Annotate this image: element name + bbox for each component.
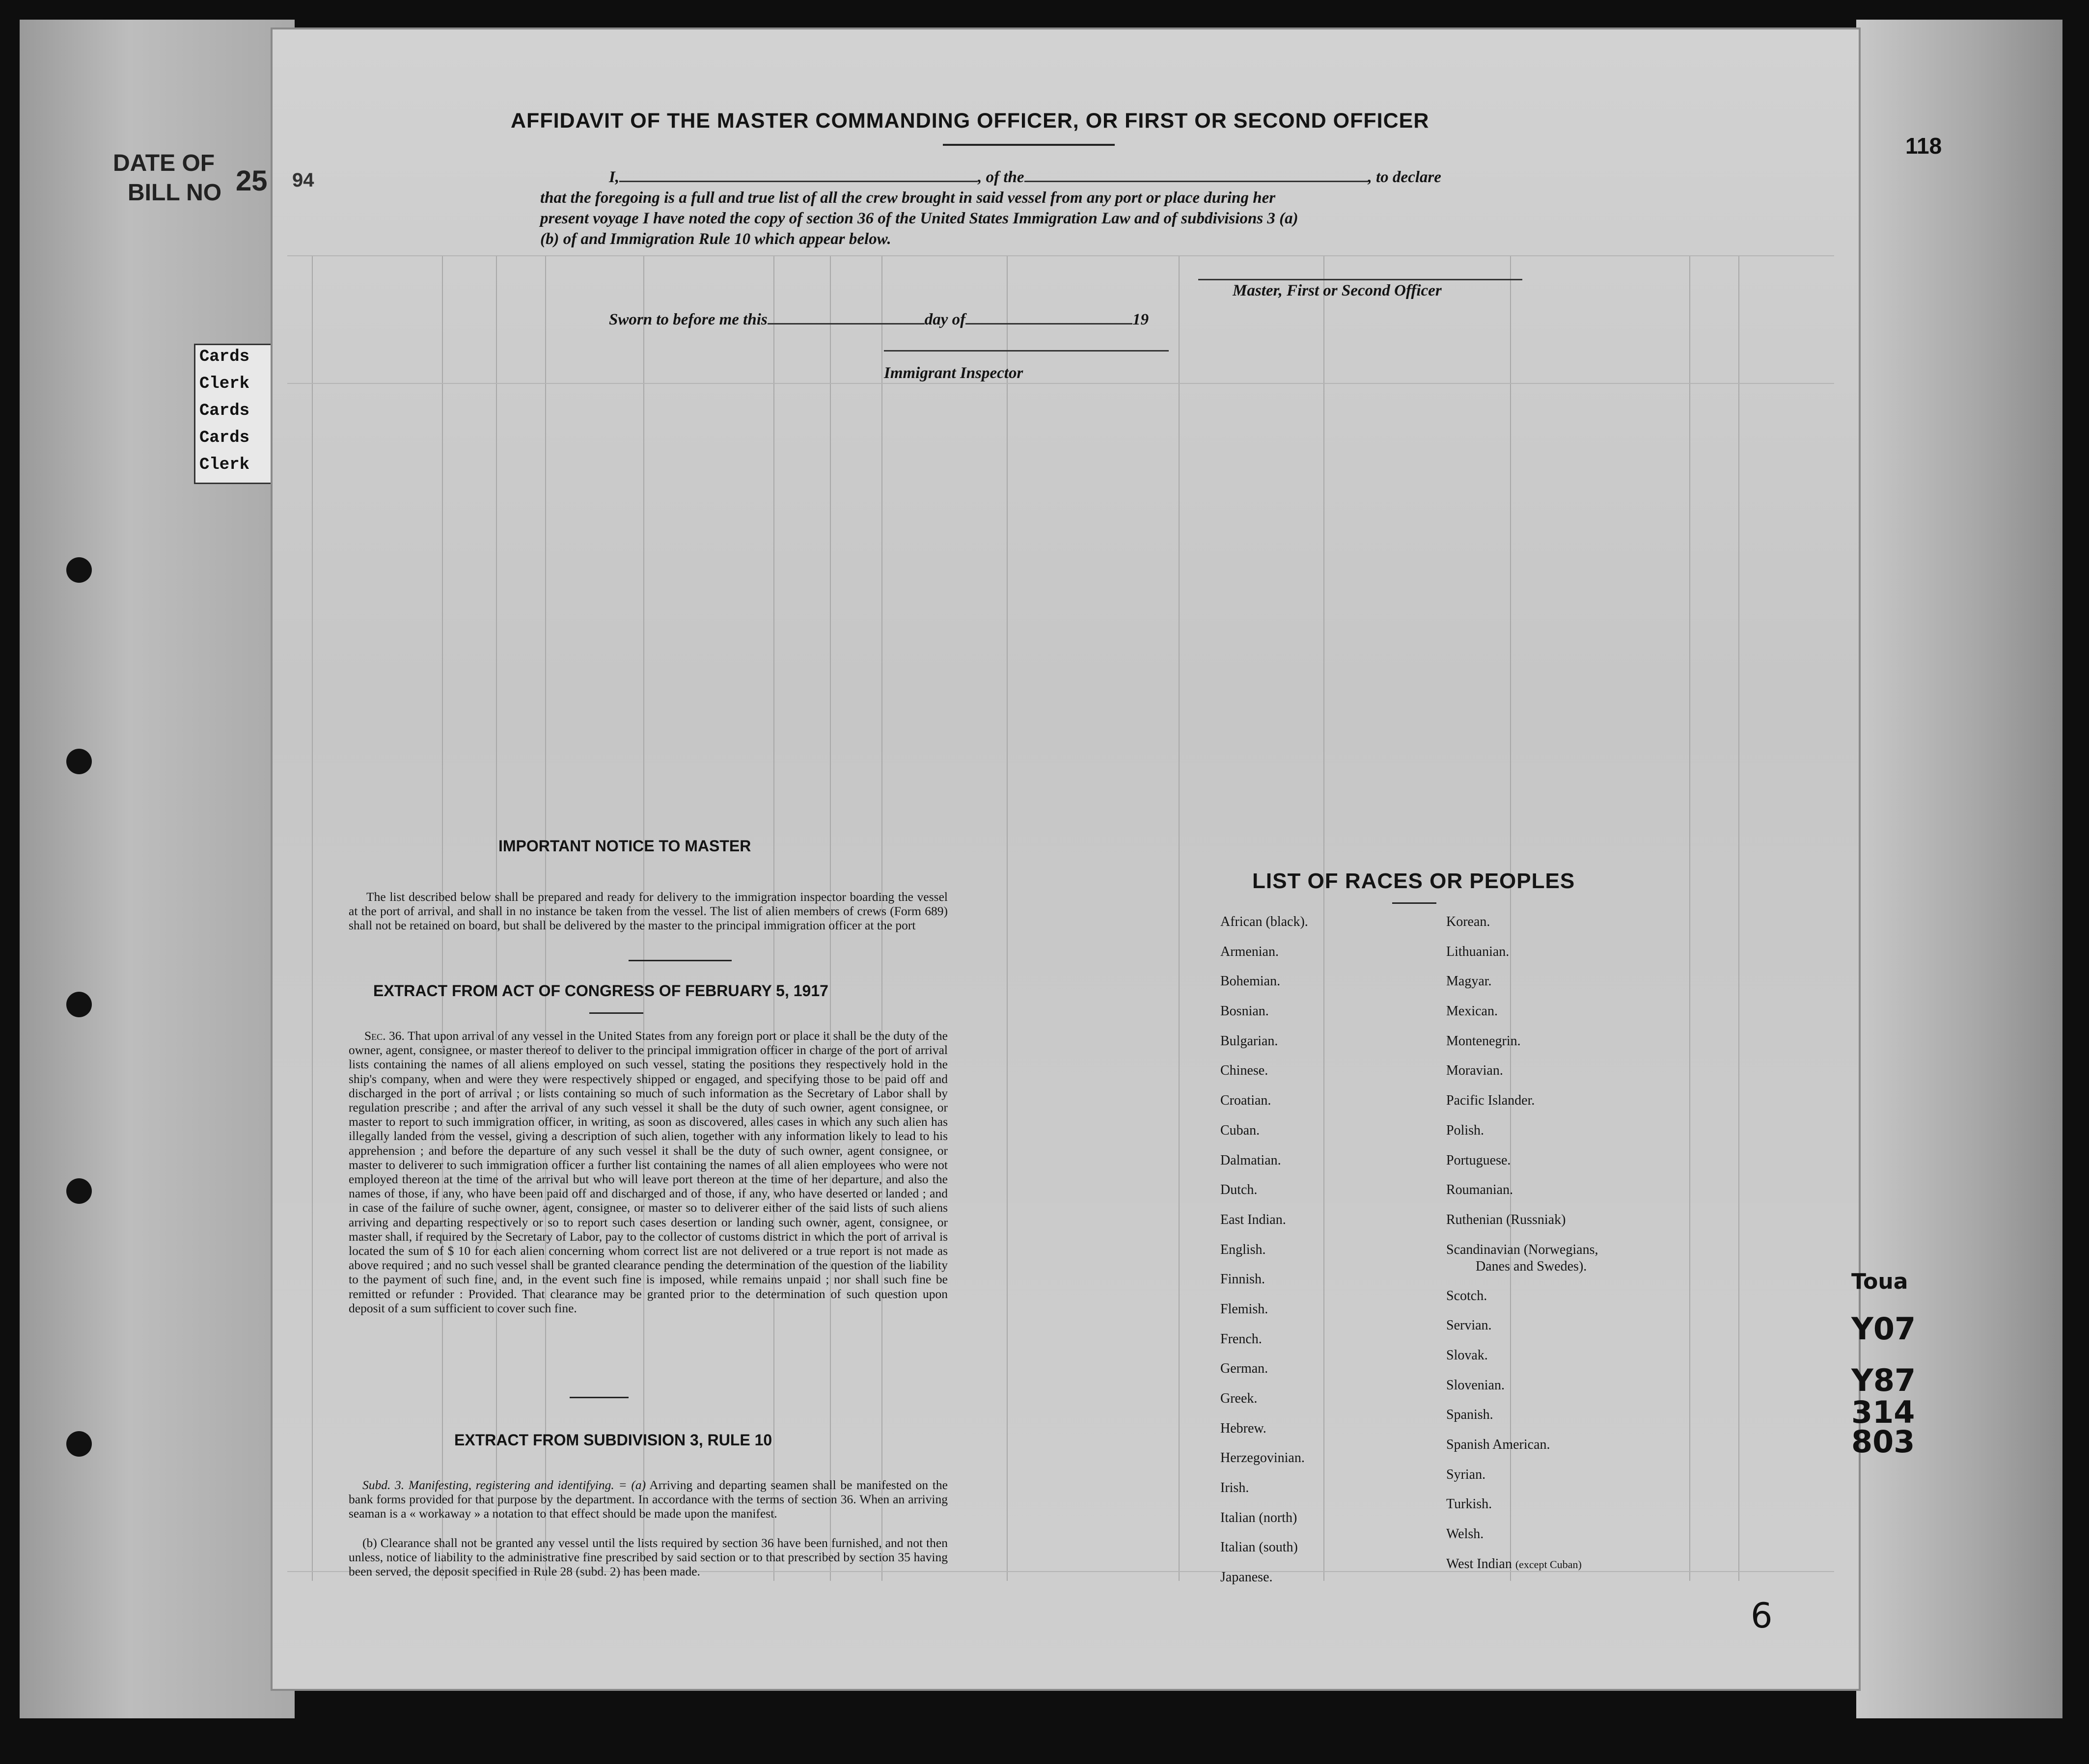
notice-heading: IMPORTANT NOTICE TO MASTER [498, 837, 751, 855]
page-number: 118 [1905, 133, 1942, 159]
race-item: Chinese. [1220, 1063, 1268, 1079]
race-item: Montenegrin. [1446, 1033, 1521, 1049]
title-rule [943, 144, 1115, 146]
notice-text: The list described below shall be prepared and ready for delivery to the immigration inspector boarding the vessel at the port of arrival, and shall in no instance be taken from the vessel. The list of alien members of crews (Form 689) shall not be retained on board, but shall be delivered by the master to the principal immigration officer at the port [349, 890, 948, 933]
card-stamp-line: Cards [199, 348, 250, 366]
year-text: 19 [1132, 311, 1149, 328]
underlying-page-right [1856, 20, 2062, 1718]
declaration-end: , to declare [1368, 168, 1441, 186]
underlying-page-left [20, 20, 295, 1718]
card-stamp-line: Clerk [199, 456, 250, 474]
race-item: African (black). [1220, 914, 1308, 929]
grid-line [1323, 255, 1324, 1581]
handwritten-note: Y07 [1851, 1311, 1916, 1347]
races-rule [1392, 902, 1436, 904]
race-item-text: West Indian [1446, 1556, 1512, 1572]
handwritten-note: 803 [1851, 1424, 1915, 1460]
race-item: Scandinavian (Norwegians, [1446, 1242, 1598, 1257]
card-stamp-line: Cards [199, 429, 250, 447]
grid-line [1738, 255, 1739, 1581]
race-item-note: (except Cuban) [1515, 1558, 1582, 1571]
race-item: Turkish. [1446, 1496, 1492, 1512]
race-item: Finnish. [1220, 1272, 1265, 1287]
race-item: Mexican. [1446, 1004, 1498, 1019]
sworn-text: Sworn to before me this [609, 311, 768, 328]
race-item: East Indian. [1220, 1212, 1286, 1227]
section-36-text: That upon arrival of any vessel in the United States from any foreign port or place it shall be the duty of the owner, agent, consignee, or master thereof to deliver to the principal immigration officer in charge of the port of arrival lists containing the names of all aliens employed on such vessel, stating the positions they respectively hold in the ship's company, when and were they were respectively shipped or engaged, and specifying those to be paid off and discharged in the port of arrival ; or lists containing so much of such information as the Secretary of Labor shall by regulation prescribe ; and after the arrival of any such vessel it shall be the duty of such owner, agent consignee, or master to report to such immigration officer, in writing, as soon as discovered, alles cases in which any such alien has illegally landed from the vessel, giving a description of such alien, together with any information likely to lead to his apprehension ; and before the departure of any such vessel it shall be the duty of such owner, agent consignee, or master to deliverer to such immigration officer a further list containing the names of all alien employees who were not employed thereon at the time of the arrival but who will leave port thereon at the time of her departure, and also the names of those, if any, who have been paid off and discharged and of those, if any, who have deserted or landed ; and in case of the failure of suche owner, agent, consignee, or master so to deliverer either of the said lists of such aliens arriving and departing respectively or so to report such cases desertion or landing such owner, agent, consignee, or master shall, if required by the Secretary of Labor, pay to the collector of customs district in which the port of arrival is located the sum of $ 10 for each alien concerning whom correct list are not delivered or a true report is not made as above required ; and no such vessel shall be granted clearance pending the determination of the question of the liability to the payment of such fine, and, in the event such fine is imposed, while remains unpaid ; nor shall such fine be remitted or refunder : Provided. That clearance may be granted prior to the determination of such question upon deposit of a sum sufficient to cover such fine. [349, 1029, 948, 1315]
race-item: Bosnian. [1220, 1004, 1269, 1019]
race-item: Lithuanian. [1446, 944, 1510, 959]
declaration-line-2: that the foregoing is a full and true list of all the crew brought in said vessel from any port or place during her [540, 189, 1276, 207]
race-item: Bohemian. [1220, 974, 1281, 989]
extract-act-end-rule [570, 1397, 629, 1398]
races-left-column [1220, 914, 1308, 1600]
subdivision-lead: Subd. 3. Manifesting, registering and identifying. = (a) [362, 1478, 646, 1492]
race-item: Croatian. [1220, 1093, 1271, 1109]
races-heading: LIST OF RACES OR PEOPLES [1252, 869, 1575, 893]
race-item: Slovenian. [1446, 1377, 1505, 1393]
race-item: Moravian. [1446, 1063, 1503, 1079]
race-item: Hebrew. [1220, 1420, 1266, 1436]
subdivision-a-text: Arriving and departing seamen shall be manifested on the bank forms provided for that purpose by the department. In accordance with the terms of section 36. When an arriving seaman is a « workaway » a notation to that effect should be made upon the manifest. [349, 1478, 948, 1521]
card-stamp-line: Clerk [199, 375, 250, 393]
race-item: French. [1220, 1331, 1262, 1347]
extract-act-heading: EXTRACT FROM ACT OF CONGRESS OF FEBRUARY 5, 1917 [373, 982, 828, 1000]
grid-line [1689, 255, 1690, 1581]
punch-hole [66, 749, 92, 774]
affidavit-title: AFFIDAVIT OF THE MASTER COMMANDING OFFICER, OR FIRST OR SECOND OFFICER [511, 109, 1429, 133]
card-stamp-line: Cards [199, 402, 250, 420]
grid-line [287, 255, 1834, 256]
race-item: Armenian. [1220, 944, 1279, 959]
race-item: Portuguese. [1446, 1152, 1511, 1168]
name-blank [619, 181, 978, 182]
race-item: Italian (north) [1220, 1510, 1297, 1525]
extract-act-text [349, 1029, 948, 1315]
inspector-label: Immigrant Inspector [884, 364, 1023, 382]
race-item: Spanish American. [1446, 1437, 1550, 1452]
subdivision-b: (b) Clearance shall not be granted any vessel until the lists required by section 36 have been furnished, and not then unless, notice of liability to the administrative fine prescribed by said section or to that prescribed by section 35 having been served, the deposit specified in Rule 28 (subd. 2) has been made. [349, 1536, 948, 1579]
race-item: Bulgarian. [1220, 1033, 1278, 1049]
race-item: Welsh. [1446, 1526, 1484, 1542]
race-item [1446, 1556, 1598, 1586]
master-signature-line [1198, 279, 1522, 280]
declaration-of: , of the [978, 168, 1024, 186]
date-label: DATE OF [113, 150, 215, 176]
grid-line [287, 383, 1834, 384]
grid-line [312, 255, 313, 1581]
race-item: Flemish. [1220, 1301, 1268, 1317]
section-label: Sec. 36. [364, 1029, 405, 1043]
races-right-column [1446, 914, 1598, 1586]
sworn-line [609, 311, 1149, 329]
handwritten-note: Y87 [1851, 1362, 1916, 1398]
declaration-i: I, [609, 168, 620, 186]
race-item: Dalmatian. [1220, 1152, 1281, 1168]
day-of-text: day of [924, 311, 966, 328]
race-item: Danes and Swedes). [1476, 1258, 1587, 1274]
side-number: 94 [292, 169, 314, 191]
declaration-line-4: (b) of and Immigration Rule 10 which appear below. [540, 230, 891, 248]
race-item: Scotch. [1446, 1288, 1487, 1303]
race-item: Polish. [1446, 1122, 1484, 1138]
punch-hole [66, 557, 92, 583]
race-item: Ruthenian (Russniak) [1446, 1212, 1566, 1227]
bill-label: BILL NO [128, 180, 222, 206]
master-label: Master, First or Second Officer [1233, 282, 1442, 299]
subdivision-a [349, 1478, 948, 1521]
vessel-blank [1024, 181, 1368, 182]
race-item: Syrian. [1446, 1466, 1486, 1482]
month-blank [965, 323, 1132, 325]
race-item: Slovak. [1446, 1347, 1488, 1363]
grid-line [1179, 255, 1180, 1581]
handwritten-note: Toua [1851, 1269, 1908, 1294]
declaration-line-1 [609, 168, 1441, 187]
punch-hole [66, 1431, 92, 1457]
race-item: English. [1220, 1242, 1266, 1257]
inspector-signature-line [884, 350, 1169, 352]
race-item: Spanish. [1446, 1407, 1493, 1423]
handwritten-note: 314 [1851, 1394, 1915, 1430]
declaration-line-3: present voyage I have noted the copy of section 36 of the United States Immigration Law and of subdivisions 3 (a) [540, 210, 1298, 227]
race-item: Roumanian. [1446, 1182, 1513, 1198]
race-item: Herzegovinian. [1220, 1450, 1305, 1466]
notice-rule [629, 960, 732, 961]
race-item: Italian (south) [1220, 1540, 1298, 1555]
race-item: Cuban. [1220, 1122, 1260, 1138]
race-item: Korean. [1446, 914, 1490, 929]
race-item: Magyar. [1446, 974, 1492, 989]
extract-rule-heading: EXTRACT FROM SUBDIVISION 3, RULE 10 [454, 1431, 772, 1449]
race-item: Irish. [1220, 1480, 1249, 1496]
punch-hole [66, 992, 92, 1017]
punch-hole [66, 1178, 92, 1204]
left-number: 25 [236, 165, 268, 197]
race-item: Servian. [1446, 1318, 1492, 1333]
race-item: Dutch. [1220, 1182, 1258, 1198]
extract-act-rule [589, 1012, 643, 1014]
race-item: German. [1220, 1361, 1268, 1377]
race-item: Pacific Islander. [1446, 1093, 1535, 1109]
race-item: Greek. [1220, 1391, 1258, 1406]
grid-line [1007, 255, 1008, 1581]
race-item: Japanese. [1220, 1570, 1273, 1585]
corner-mark: 6 [1751, 1596, 1773, 1636]
day-blank [768, 323, 925, 325]
